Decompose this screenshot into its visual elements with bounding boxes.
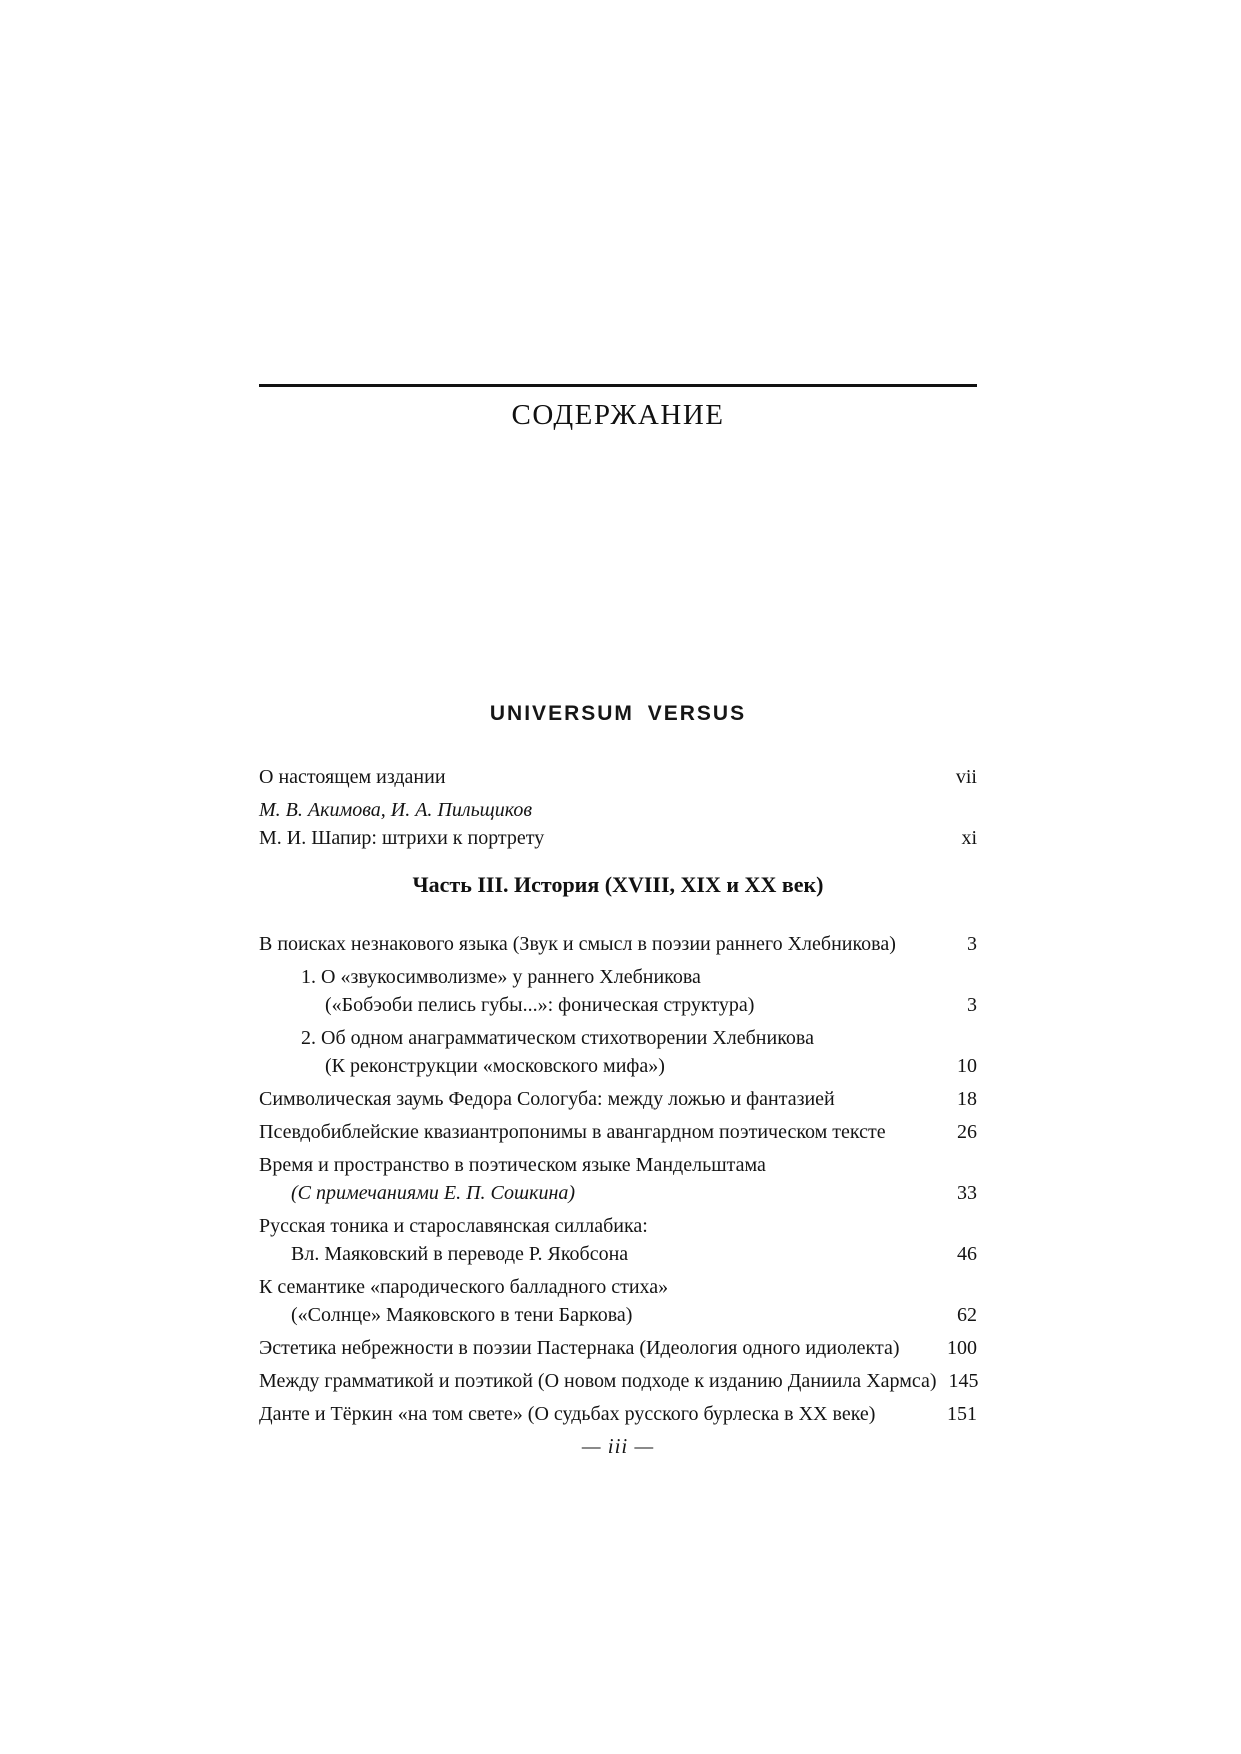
- entry-title: М. И. Шапир: штрихи к портрету: [259, 827, 545, 849]
- toc-line: [259, 1151, 977, 1179]
- entry-title: Русская тоника и старославянская силлабика:: [259, 1215, 648, 1237]
- toc-entry: [259, 1367, 977, 1395]
- entry-title: В поисках незнакового языка (Звук и смысл в поэзии раннего Хлебникова): [259, 933, 896, 955]
- entry-authors: М. В. Акимова, И. А. Пильщиков: [259, 799, 533, 821]
- page-number: xi: [961, 827, 977, 849]
- toc-line: [259, 991, 977, 1019]
- toc-line: [259, 1240, 977, 1268]
- page-number: 100: [947, 1337, 977, 1359]
- toc-line: [259, 1367, 977, 1395]
- part-heading: Часть III. История (XVIII, XIX и XX век): [412, 872, 824, 897]
- page-number: 26: [957, 1121, 977, 1143]
- page-number: 151: [947, 1403, 977, 1425]
- entry-subtitle: («Бобэоби пелись губы...»: фоническая структура): [325, 994, 755, 1016]
- entry-subtitle: («Солнце» Маяковского в тени Баркова): [291, 1304, 633, 1326]
- entry-subtitle: (С примечаниями Е. П. Сошкина): [291, 1182, 576, 1204]
- entry-subtitle: (К реконструкции «московского мифа»): [325, 1055, 665, 1077]
- toc-entry: [259, 1334, 977, 1362]
- toc-entry: [259, 963, 977, 1019]
- entry-title: К семантике «пародического балладного стиха»: [259, 1276, 669, 1298]
- toc-line: [259, 1301, 977, 1329]
- toc-list: [259, 930, 977, 1433]
- toc-entry: [259, 1212, 977, 1268]
- toc-entry: [259, 796, 977, 852]
- header-rule: [259, 384, 977, 387]
- entry-title: 2. Об одном анаграмматическом стихотворении Хлебникова: [301, 1027, 814, 1049]
- toc-line: [259, 1118, 977, 1146]
- toc-entry: [259, 930, 977, 958]
- toc-line: [259, 1273, 977, 1301]
- entry-title: Псевдобиблейские квазиантропонимы в авангардном поэтическом тексте: [259, 1121, 886, 1143]
- page-number: 3: [967, 933, 977, 955]
- entry-subtitle: Вл. Маяковский в переводе Р. Якобсона: [291, 1243, 629, 1265]
- series-heading: UNIVERSUM VERSUS: [489, 702, 747, 725]
- toc-line: [259, 1024, 977, 1052]
- page-number: 62: [957, 1304, 977, 1326]
- front-matter-list: [259, 763, 977, 857]
- entry-title: О настоящем издании: [259, 766, 446, 788]
- toc-entry: [259, 1273, 977, 1329]
- page-number: 46: [957, 1243, 977, 1265]
- toc-line: [259, 963, 977, 991]
- entry-title: Эстетика небрежности в поэзии Пастернака (Идеология одного идиолекта): [259, 1337, 900, 1359]
- toc-entry: [259, 1085, 977, 1113]
- toc-line: [259, 824, 977, 852]
- page-number: 18: [957, 1088, 977, 1110]
- entry-title: Время и пространство в поэтическом языке Мандельштама: [259, 1154, 766, 1176]
- toc-line: [259, 1212, 977, 1240]
- toc-line: [259, 1334, 977, 1362]
- toc-line: [259, 1400, 977, 1428]
- entry-title: Символическая заумь Федора Сологуба: между ложью и фантазией: [259, 1088, 835, 1110]
- entry-title: 1. О «звукосимволизме» у раннего Хлебникова: [301, 966, 701, 988]
- toc-line: [259, 796, 977, 824]
- entry-title: Между грамматикой и поэтикой (О новом подходе к изданию Даниила Хармса): [259, 1370, 937, 1392]
- toc-line: [259, 1085, 977, 1113]
- toc-line: [259, 763, 977, 791]
- toc-entry: [259, 1024, 977, 1080]
- toc-entry: [259, 763, 977, 791]
- toc-entry: [259, 1400, 977, 1428]
- page-number: 145: [948, 1370, 979, 1392]
- footer-page-number: — iii —: [581, 1434, 655, 1458]
- page-number: vii: [955, 766, 977, 788]
- toc-entry: [259, 1118, 977, 1146]
- page-number: 10: [957, 1055, 977, 1077]
- entry-title: Данте и Тёркин «на том свете» (О судьбах русского бурлеска в XX веке): [259, 1403, 876, 1425]
- contents-title: СОДЕРЖАНИЕ: [511, 399, 725, 431]
- toc-line: [259, 930, 977, 958]
- toc-line: [259, 1052, 977, 1080]
- page-number: 33: [957, 1182, 977, 1204]
- toc-line: [259, 1179, 977, 1207]
- toc-entry: [259, 1151, 977, 1207]
- page-number: 3: [967, 994, 977, 1016]
